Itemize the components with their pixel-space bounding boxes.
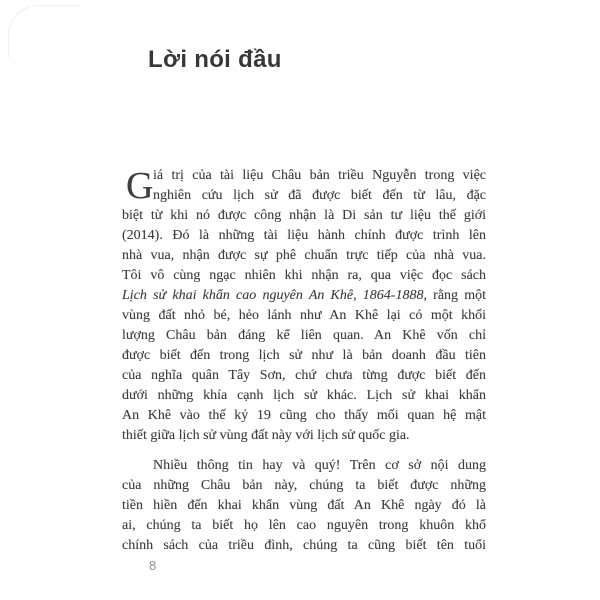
page-number: 8 xyxy=(149,558,157,573)
paragraph-1 xyxy=(122,166,486,446)
text-line: Tôi vô cùng ngạc nhiên khi nhận ra, qua việc đọc sách xyxy=(122,268,486,283)
text-line: nghiên cứu lịch sử đã được biết đến từ lâu, đặc xyxy=(153,188,486,203)
cited-book-title: Lịch sử khai khẩn cao nguyên An Khê, 1864-1888 xyxy=(122,288,424,303)
text-line-rest: , rằng một xyxy=(423,288,486,303)
drop-cap: G xyxy=(126,165,154,207)
text-line: dưới những khía cạnh lịch sử khác. Lịch sử khai khẩn xyxy=(122,388,486,403)
body-text xyxy=(122,166,486,556)
paragraph-2 xyxy=(122,456,486,556)
text-line: chính sách của triều đình, chúng ta cũng biết tên tuổi xyxy=(122,538,486,553)
text-line xyxy=(122,286,486,306)
text-line: (2014). Đó là những tài liệu hành chính được trình lên xyxy=(122,228,486,243)
page-corner-shadow xyxy=(8,5,81,58)
text-line: tiền hiền đến khai khẩn vùng đất An Khê ngày đó là xyxy=(122,498,486,513)
text-line: được biết đến trong lịch sử như là bản doanh đầu tiên xyxy=(122,348,486,363)
chapter-title: Lời nói đầu xyxy=(148,46,282,73)
text-line: lượng Châu bản đáng kể liên quan. An Khê vốn chỉ xyxy=(122,328,486,343)
text-line: vùng đất nhỏ bé, hẻo lánh như An Khê lại có một khối xyxy=(122,308,486,323)
text-line: thiết giữa lịch sử vùng đất này với lịch sử quốc gia. xyxy=(122,428,410,443)
text-line: An Khê vào thế kỷ 19 cũng cho thấy mối quan hệ mật xyxy=(122,408,486,423)
text-line: nhà vua, nhận được sự phê chuẩn trực tiếp của nhà vua. xyxy=(122,248,486,263)
text-line: biệt từ khi nó được công nhận là Di sản tư liệu thế giới xyxy=(122,208,486,223)
text-line: của nghĩa quân Tây Sơn, chứ chưa từng được biết đến xyxy=(122,368,486,383)
text-line: iá trị của tài liệu Châu bản triều Nguyễn trong việc xyxy=(153,168,486,183)
text-line: của những Châu bản này, chúng ta biết được những xyxy=(122,478,486,493)
text-line: Nhiều thông tin hay và quý! Trên cơ sở nội dung xyxy=(153,458,486,473)
text-line: ai, chúng ta biết họ lên cao nguyên trong khuôn khổ xyxy=(122,518,486,533)
